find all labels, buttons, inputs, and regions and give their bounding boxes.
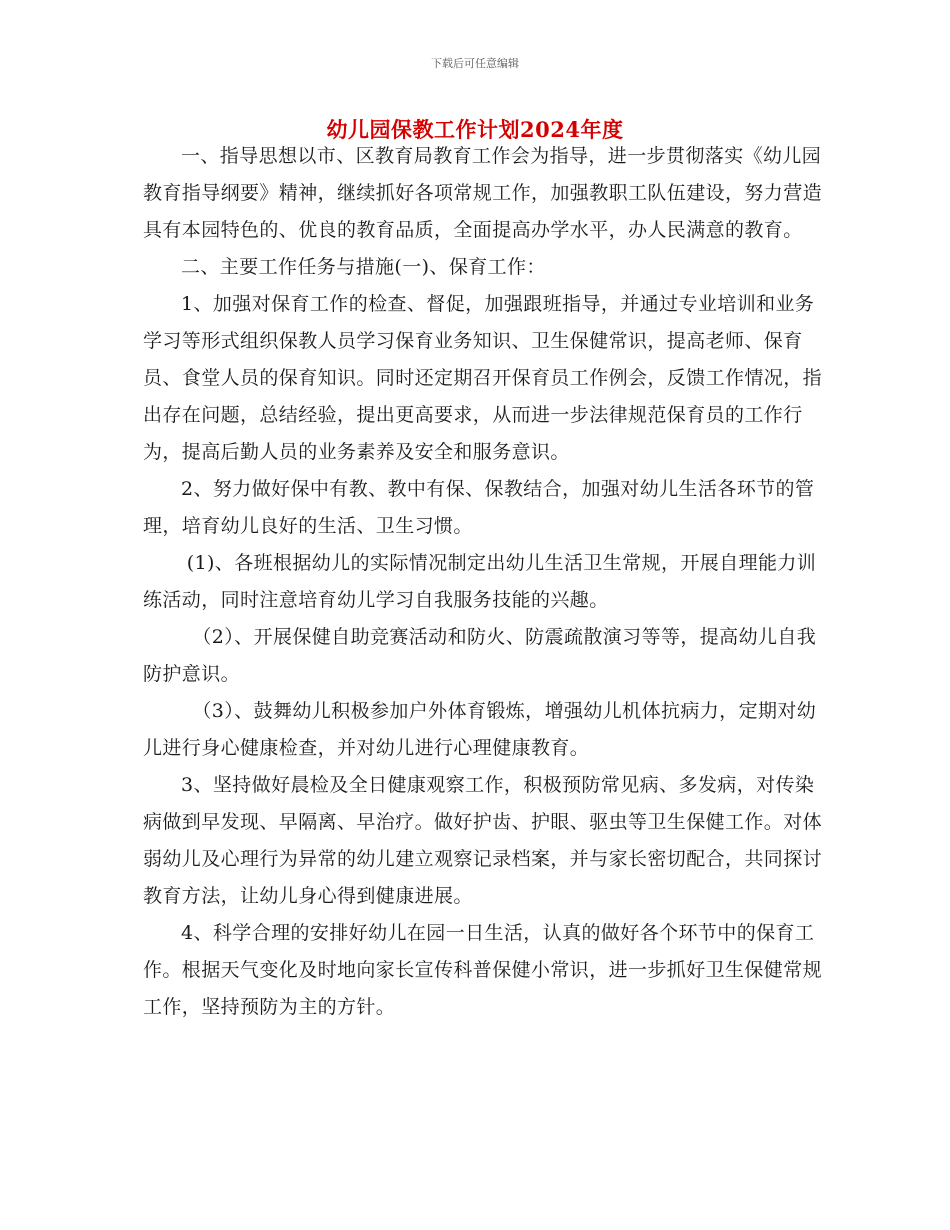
paragraph-item-4: 4、科学合理的安排好幼儿在园一日生活，认真的做好各个环节中的保育工作。根据天气变化及时地向家长宣传科普保健小常识，进一步抓好卫生保健常规工作，坚持预防为主的方针。 [143, 922, 823, 1018]
paragraph-item-3: 3、坚持做好晨检及全日健康观察工作，积极预防常见病、多发病，对传染病做到早发现、早隔离、早治疗。做好护齿、护眼、驱虫等卫生保健工作。对体弱幼儿及心理行为异常的幼儿建立观察记录档案，并与家长密切配合，共同探讨教育方法，让幼儿身心得到健康进展。 [143, 774, 823, 907]
paragraph-subitem-3: （3）、鼓舞幼儿积极参加户外体育锻炼，增强幼儿机体抗病力，定期对幼儿进行身心健康检查，并对幼儿进行心理健康教育。 [143, 700, 817, 759]
paragraph-subitem-1: (1)、各班根据幼儿的实际情况制定出幼儿生活卫生常规，开展自理能力训练活动，同时注意培育幼儿学习自我服务技能的兴趣。 [143, 552, 817, 611]
document-body [143, 138, 823, 1026]
paragraph-guiding-ideology: 一、指导思想以市、区教育局教育工作会为指导，进一步贯彻落实《幼儿园教育指导纲要》精神，继续抓好各项常规工作，加强教职工队伍建设，努力营造具有本园特色的、优良的教育品质，全面提高办学水平，办人民满意的教育。 [143, 145, 823, 241]
paragraph-item-1: 1、加强对保育工作的检查、督促，加强跟班指导，并通过专业培训和业务学习等形式组织保教人员学习保育业务知识、卫生保健常识，提高老师、保育员、食堂人员的保育知识。同时还定期召开保育员工作例会，反馈工作情况，指出存在问题，总结经验，提出更高要求，从而进一步法律规范保育员的工作行为，提高后勤人员的业务素养及安全和服务意识。 [143, 293, 823, 463]
paragraph-main-tasks-heading: 二、主要工作任务与措施(一)、保育工作： [181, 256, 546, 278]
paragraph-subitem-2: （2）、开展保健自助竞赛活动和防火、防震疏散演习等等，提高幼儿自我防护意识。 [143, 626, 817, 685]
header-note: 下载后可任意编辑 [431, 57, 519, 70]
paragraph-item-2: 2、努力做好保中有教、教中有保、保教结合，加强对幼儿生活各环节的管理，培育幼儿良好的生活、卫生习惯。 [143, 478, 815, 537]
document-title: 幼儿园保教工作计划2024年度 [326, 117, 624, 142]
